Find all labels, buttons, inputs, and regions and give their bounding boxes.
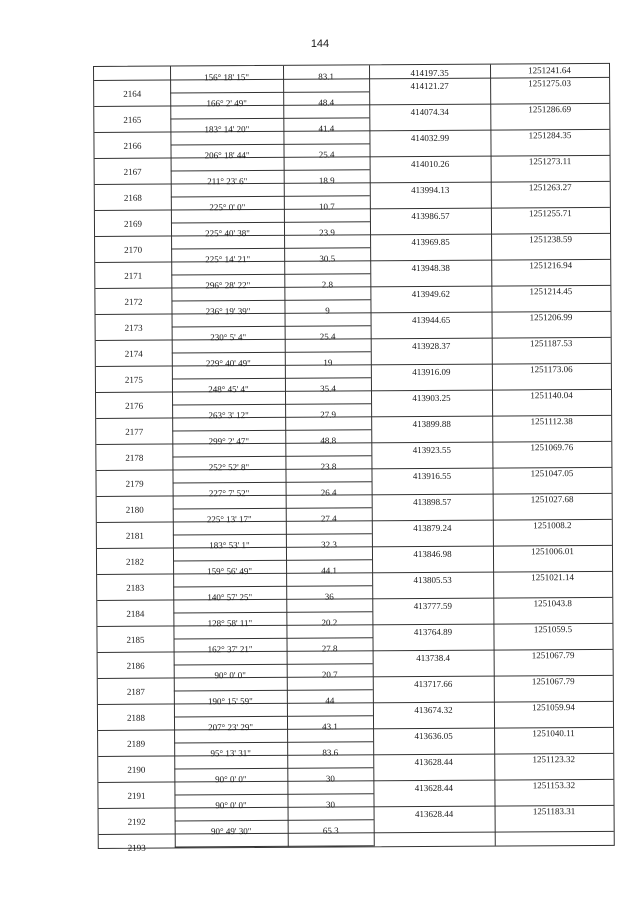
x-coordinate: 413949.62 [411,288,451,300]
row-divider [172,351,371,353]
y-coordinate: 1251047.05 [530,468,574,479]
y-coordinate: 1251006.01 [531,546,574,557]
row-divider [171,195,370,197]
y-coordinate: 1251273.11 [528,156,572,167]
x-coordinate: 413764.89 [413,626,453,638]
x-coordinate: 413969.85 [411,236,450,248]
y-coordinate: 1251153.32 [532,780,576,791]
direction-angle: 263° 3' 12" [208,410,249,421]
x-coordinate: 414010.26 [410,158,450,170]
point-number: 2173 [124,322,143,333]
direction-angle: 128° 58' 11" [207,618,253,629]
segment-length: 2.8 [321,279,333,290]
segment-length: 43.1 [322,721,338,732]
point-number: 2192 [127,816,146,827]
row-divider [175,819,374,821]
x-coordinate: 414032.99 [410,132,450,144]
point-number: 2189 [127,738,146,749]
table-row [99,825,614,860]
x-coordinate: 413986.57 [411,210,450,222]
segment-length: 25.4 [318,149,335,160]
x-coordinate: 413717.66 [414,678,453,690]
page-number: 144 [310,38,330,50]
x-coordinate: 413628.44 [414,756,453,768]
direction-angle: 211° 23' 6" [207,176,248,187]
direction-angle: 156° 18' 15" [204,72,250,83]
row-divider [173,481,372,483]
y-coordinate: 1251284.35 [528,130,572,141]
direction-angle: 162° 37' 21" [207,644,253,655]
x-coordinate: 413898.57 [413,496,452,508]
segment-length: 36 [324,591,334,602]
y-coordinate: 1251112.38 [530,416,573,427]
segment-length: 19 [323,357,333,368]
segment-length: 35.4 [320,383,336,394]
y-coordinate: 1251021.14 [531,572,575,583]
y-coordinate: 1251123.32 [532,754,575,765]
point-number: 2166 [123,140,142,151]
point-number: 2171 [124,270,143,281]
y-coordinate: 1251040.11 [532,728,575,739]
point-number: 2186 [126,660,145,671]
row-divider [172,325,371,327]
point-number: 2188 [126,712,146,723]
point-number: 2191 [127,790,146,801]
row-divider [174,741,373,743]
x-coordinate: 413928.37 [412,340,451,352]
x-coordinate: 413636.05 [414,730,453,742]
direction-angle: 90° 49' 30" [210,826,252,837]
segment-length: 27.9 [320,409,337,420]
x-coordinate: 414197.35 [410,67,449,79]
direction-angle: 230° 5' 4" [210,332,247,343]
row-divider [170,143,369,145]
row-divider [170,117,369,119]
row-divider [172,377,371,379]
direction-angle: 190° 15' 59" [207,696,253,707]
segment-length: 30.5 [319,253,336,264]
segment-length: 20.7 [321,669,338,680]
direction-angle: 225° 0' 0" [209,202,246,213]
y-coordinate: 1251069.76 [530,442,574,453]
x-coordinate: 413805.53 [413,574,452,586]
point-number: 2182 [125,556,145,567]
point-number: 2178 [125,452,144,463]
row-divider [173,637,372,639]
point-number: 2167 [123,166,142,177]
row-divider [172,455,371,457]
y-coordinate: 1251067.79 [531,650,575,661]
point-number: 2179 [125,478,144,489]
row-divider [171,299,370,301]
row-divider [174,767,373,769]
segment-length: 44 [325,695,335,706]
row-divider [171,169,370,171]
direction-angle: 299° 2' 47" [208,436,250,447]
direction-angle: 90° 0' 0" [215,800,247,811]
coordinates-table [93,63,615,853]
x-coordinate [374,835,495,836]
direction-angle: 248° 45' 4" [208,384,249,395]
point-number: 2184 [126,608,145,619]
direction-angle: 207° 23' 29" [208,722,254,733]
row-divider [173,585,372,587]
segment-length: 10.7 [318,201,335,212]
segment-length: 32.3 [321,539,337,550]
x-coordinate: 413899.88 [412,418,451,430]
x-coordinate: 413879.24 [413,522,452,534]
row-divider [171,221,370,223]
segment-length: 9 [325,305,330,316]
y-coordinate: 1251286.69 [528,104,572,115]
x-coordinate: 413916.09 [412,366,451,378]
y-coordinate: 1251043.8 [533,598,572,609]
segment-length: 30 [325,799,336,810]
y-coordinate: 1251059.94 [532,702,575,713]
x-coordinate: 413994.13 [411,184,450,196]
y-coordinate: 1251059.5 [533,624,573,635]
direction-angle: 252° 52' 8" [208,462,250,473]
segment-length: 25.4 [319,331,336,342]
y-coordinate: 1251275.03 [528,78,572,89]
x-coordinate: 413903.25 [412,392,451,404]
y-coordinate: 1251008.2 [533,520,572,531]
x-coordinate: 413944.65 [411,314,451,326]
direction-angle: 183° 14' 20" [204,124,250,135]
point-number: 2168 [123,192,142,203]
y-coordinate: 1251263.27 [528,182,572,193]
direction-angle: 95° 13' 31" [210,748,251,759]
x-coordinate: 414074.34 [410,106,449,118]
x-coordinate: 413916.55 [412,470,452,482]
direction-angle: 159° 56' 49" [207,566,253,577]
row-divider [174,689,373,691]
direction-angle: 90° 0' 0" [215,774,247,785]
point-number: 2170 [124,244,143,255]
x-coordinate: 413628.44 [414,782,454,794]
segment-length: 48.4 [318,97,335,108]
point-number: 2180 [125,504,144,515]
row-divider [174,793,373,795]
point-number: 2193 [127,842,146,853]
point-number: 2176 [125,400,144,411]
x-coordinate: 413948.38 [411,262,450,274]
row-divider [171,247,370,249]
y-coordinate: 1251241.64 [528,65,571,76]
segment-length: 83.1 [318,71,334,82]
segment-length: 30 [325,773,335,784]
y-coordinate: 1251238.59 [529,234,572,245]
segment-length: 18.9 [318,175,335,186]
x-coordinate: 413846.98 [413,548,452,560]
point-number: 2164 [123,88,142,99]
y-coordinate: 1251216.94 [529,260,573,271]
direction-angle: 140° 57' 25" [207,592,253,603]
point-number: 2177 [125,426,144,437]
y-coordinate: 1251027.68 [530,494,574,505]
row-divider [173,507,372,509]
segment-length: 23.9 [319,227,335,238]
x-coordinate: 413674.32 [414,704,453,716]
segment-length: 26.4 [320,487,337,498]
segment-length: 23.8 [320,461,337,472]
x-coordinate: 413738.4 [416,652,451,664]
segment-length: 44.1 [321,565,337,576]
y-coordinate: 1251255.71 [529,208,572,219]
row-divider [174,663,373,665]
point-number: 2165 [123,114,142,125]
row-divider [172,403,371,405]
direction-angle: 236° 19' 39" [205,306,251,317]
direction-angle: 296° 28' 22" [205,280,251,291]
direction-angle: 225° 13' 17" [206,514,252,525]
row-divider [171,273,370,275]
direction-angle: 227° 7' 52" [208,488,250,499]
segment-length: 65.3 [322,825,339,836]
direction-angle: 225° 40' 38" [205,228,251,239]
row-divider [170,91,369,93]
point-number: 2169 [123,218,142,229]
segment-length: 41.4 [318,123,335,134]
x-coordinate: 413923.55 [412,444,452,456]
point-number: 2185 [126,634,145,645]
direction-angle: 225° 14' 21" [205,254,251,265]
row-divider [175,845,374,847]
row-divider [174,715,373,717]
y-coordinate: 1251183.31 [532,806,576,817]
point-number: 2190 [127,764,146,775]
segment-length: 20.2 [321,617,338,628]
row-divider [173,559,372,561]
direction-angle: 229° 40' 49" [205,358,251,369]
y-coordinate: 1251206.99 [529,312,573,323]
y-coordinate: 1251173.06 [530,364,573,375]
y-coordinate: 1251140.04 [530,390,573,401]
y-coordinate: 1251214.45 [529,286,573,297]
row-divider [173,611,372,613]
segment-length: 48.8 [320,435,337,446]
segment-length: 27.4 [320,513,337,524]
y-coordinate: 1251187.53 [529,338,573,349]
row-divider [172,429,371,431]
direction-angle: 206° 18' 44" [204,150,250,161]
point-number: 2174 [124,348,143,359]
direction-angle: 90° 0' 0" [214,670,246,681]
y-coordinate: 1251067.79 [531,676,575,687]
x-coordinate: 413777.59 [413,600,452,612]
point-number: 2183 [126,582,145,593]
x-coordinate: 414121.27 [410,80,449,92]
point-number: 2187 [126,686,145,697]
point-number: 2175 [124,374,143,385]
direction-angle: 183° 53' 1" [209,540,250,551]
segment-length: 83.6 [322,747,339,758]
segment-length: 27.8 [321,643,338,654]
point-number: 2172 [124,296,143,307]
direction-angle: 166° 2' 49" [206,98,247,109]
point-number: 2181 [125,530,144,541]
x-coordinate: 413628.44 [414,808,454,820]
row-divider [173,533,372,535]
